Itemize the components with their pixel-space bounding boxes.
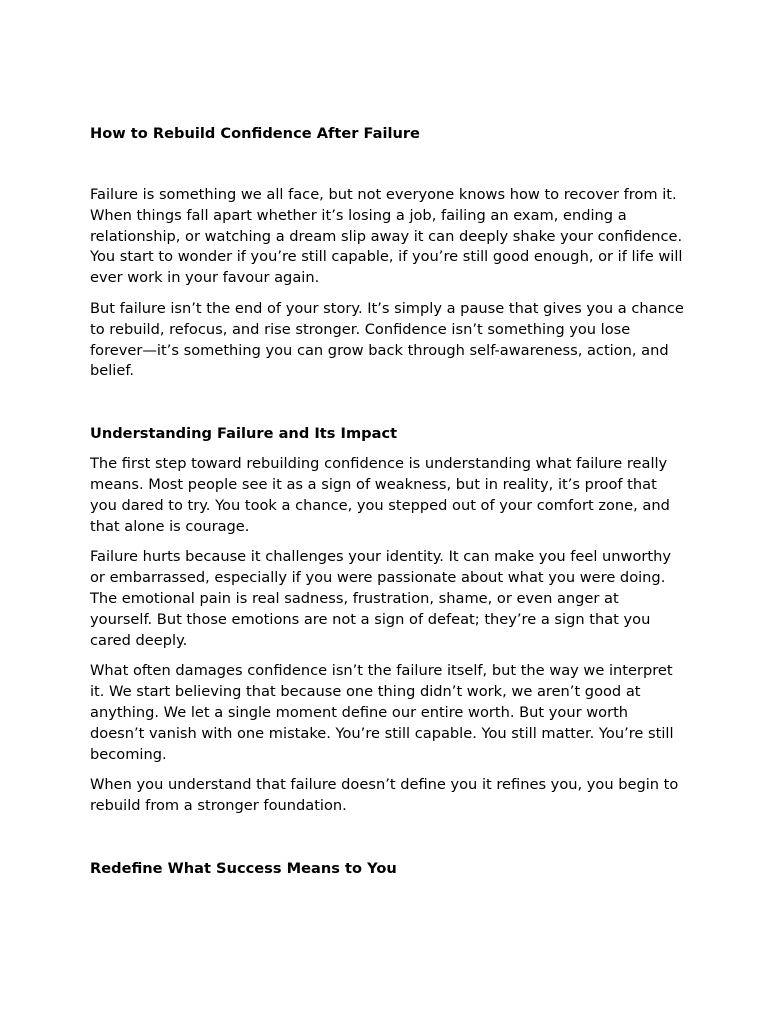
section-paragraph: What often damages confidence isn’t the failure itself, but the way we interpret it. We start believing that because one thing didn’t work, we aren’t good at anything. We let a single moment define our entire worth. But your worth doesn’t vanish with one mistake. You’re still capable. You still matter. You’re still becoming. (90, 662, 674, 763)
section-redefine-success (90, 858, 685, 879)
intro-paragraph: But failure isn’t the end of your story. It’s simply a pause that gives you a chance to rebuild, refocus, and rise stronger. Confidence isn’t something you lose forever—it’s something you can grow back through self-awareness, action, and belief. (90, 299, 684, 380)
section-paragraph: Failure hurts because it challenges your identity. It can make you feel unworthy or embarrassed, especially if you were passionate about what you were doing. The emotional pain is real sadness, frustration, shame, or even anger at yourself. But those emotions are not a sign of defeat; they’re a sign that you cared deeply. (90, 548, 672, 649)
intro-paragraph: Failure is something we all face, but not everyone knows how to recover from it. When things fall apart whether it’s losing a job, failing an exam, ending a relationship, or watching a dream slip away it can deeply shake your confidence. You start to wonder if you’re still capable, if you’re still good enough, or if life will ever work in your favour again. (90, 186, 683, 287)
document-page (90, 123, 685, 879)
section-paragraph: When you understand that failure doesn’t define you it refines you, you begin to rebuild from a stronger foundation. (90, 776, 679, 815)
section-understanding-failure (90, 423, 685, 817)
section-heading: Understanding Failure and Its Impact (90, 425, 398, 443)
section-heading: Redefine What Success Means to You (90, 859, 397, 877)
section-paragraph: The first step toward rebuilding confidence is understanding what failure really means. Most people see it as a sign of weakness, but in reality, it’s proof that you dared to try. You took a chance, you stepped out of your comfort zone, and that alone is courage. (90, 455, 670, 535)
document-title: How to Rebuild Confidence After Failure (90, 125, 420, 142)
